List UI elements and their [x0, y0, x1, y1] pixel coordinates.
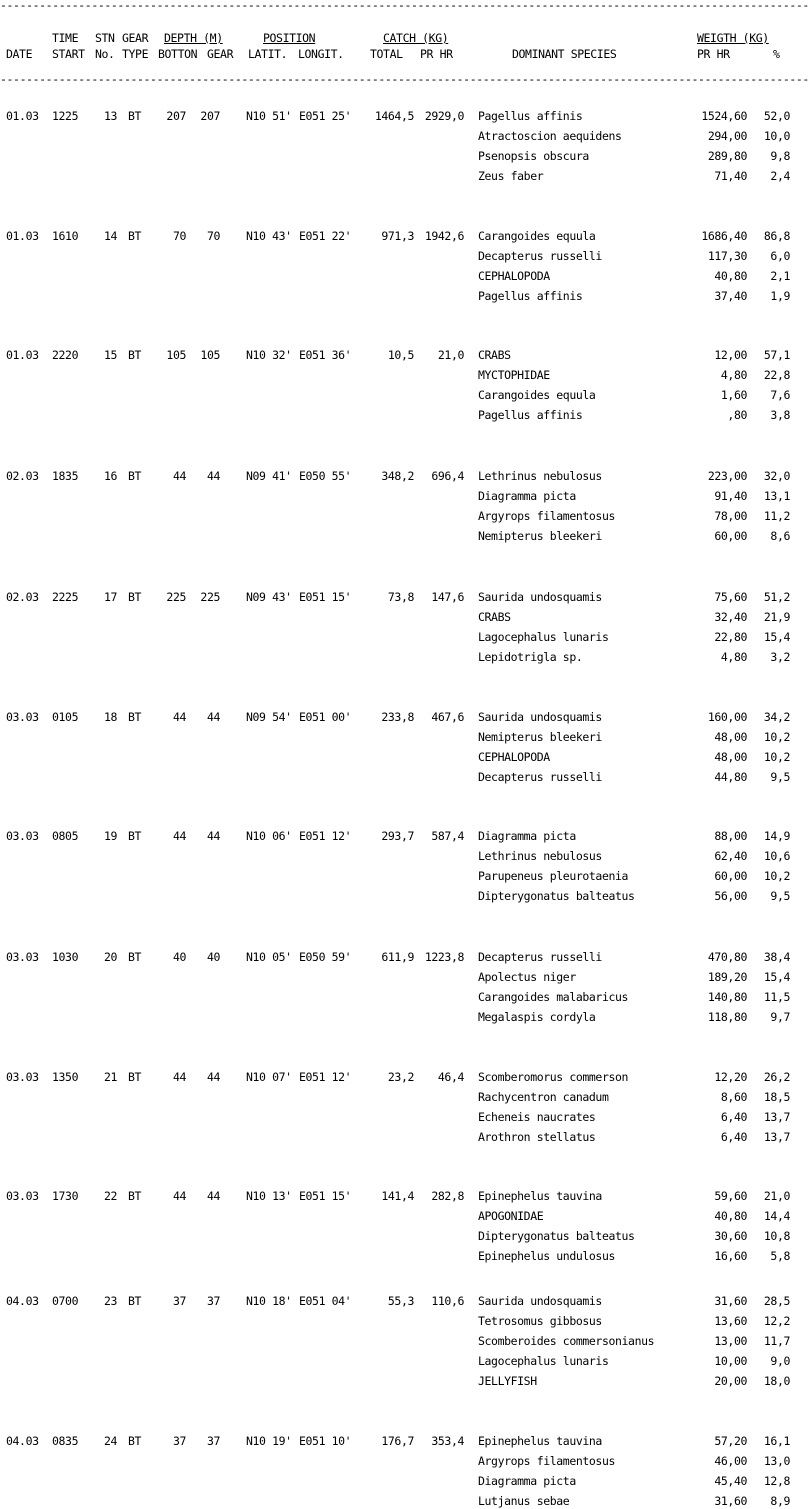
row-latitude: N10 18' — [246, 1294, 292, 1308]
species-weight-per-hour: 71,40 — [714, 169, 747, 183]
row-catch-total: 55,3 — [387, 1294, 414, 1308]
species-weight-per-hour: 30,60 — [714, 1229, 747, 1243]
species-weight-per-hour: 117,30 — [707, 249, 747, 263]
row-catch-total: 23,2 — [387, 1070, 414, 1084]
species-weight-per-hour: 1524,60 — [701, 109, 747, 123]
species-percent: 9,5 — [770, 889, 790, 903]
row-longitude: E051 10' — [299, 1434, 352, 1448]
species-weight-per-hour: 118,80 — [707, 1010, 747, 1024]
row-longitude: E051 15' — [299, 1189, 352, 1203]
row-date: 03.03 — [6, 1189, 39, 1203]
row-catch-per-hour: 21,0 — [437, 348, 464, 362]
row-depth-gear: 37 — [206, 1294, 220, 1308]
species-name: APOGONIDAE — [478, 1209, 544, 1223]
species-name: Pagellus affinis — [478, 289, 583, 303]
header-weight-percent: % — [773, 47, 780, 61]
species-percent: 14,9 — [763, 829, 790, 843]
row-time-start: 1610 — [52, 229, 79, 243]
row-latitude: N10 51' — [246, 109, 292, 123]
species-name: CRABS — [478, 348, 511, 362]
species-weight-per-hour: ,80 — [727, 408, 747, 422]
species-percent: 7,6 — [770, 388, 790, 402]
species-percent: 38,4 — [763, 950, 790, 964]
row-latitude: N10 05' — [246, 950, 292, 964]
species-percent: 34,2 — [763, 710, 790, 724]
row-longitude: E050 59' — [299, 950, 352, 964]
row-time-start: 1030 — [52, 950, 79, 964]
species-name: Epinephelus tauvina — [478, 1434, 602, 1448]
species-name: Zeus faber — [478, 169, 544, 183]
species-weight-per-hour: 223,00 — [707, 469, 747, 483]
row-depth-bottom: 37 — [172, 1434, 186, 1448]
row-gear-type: BT — [128, 590, 142, 604]
species-name: Nemipterus bleekeri — [478, 730, 602, 744]
species-name: Lepidotrigla sp. — [478, 650, 583, 664]
species-weight-per-hour: 294,00 — [707, 129, 747, 143]
species-percent: 9,5 — [770, 770, 790, 784]
header-weight: WEIGTH (KG) — [697, 31, 769, 45]
species-weight-per-hour: 189,20 — [707, 970, 747, 984]
row-station-number: 17 — [103, 590, 117, 604]
row-depth-gear: 40 — [206, 950, 220, 964]
row-depth-gear: 105 — [200, 348, 220, 362]
row-longitude: E051 15' — [299, 590, 352, 604]
row-station-number: 24 — [103, 1434, 117, 1448]
row-depth-bottom: 40 — [172, 950, 186, 964]
row-catch-total: 176,7 — [381, 1434, 414, 1448]
species-weight-per-hour: 6,40 — [720, 1130, 747, 1144]
row-gear-type: BT — [128, 1189, 142, 1203]
row-catch-per-hour: 1223,8 — [424, 950, 464, 964]
species-weight-per-hour: 20,00 — [714, 1374, 747, 1388]
row-depth-gear: 44 — [206, 469, 220, 483]
species-weight-per-hour: 59,60 — [714, 1189, 747, 1203]
row-gear-type: BT — [128, 950, 142, 964]
species-percent: 10,2 — [763, 750, 790, 764]
header-catch: CATCH (KG) — [383, 31, 449, 45]
row-depth-gear: 44 — [206, 710, 220, 724]
header-date: DATE — [6, 47, 33, 61]
species-weight-per-hour: 57,20 — [714, 1434, 747, 1448]
row-catch-per-hour: 696,4 — [431, 469, 464, 483]
row-gear-type: BT — [128, 469, 142, 483]
species-percent: 6,0 — [770, 249, 790, 263]
row-catch-total: 10,5 — [387, 348, 414, 362]
row-gear-type: BT — [128, 829, 142, 843]
row-depth-bottom: 44 — [172, 469, 186, 483]
species-percent: 9,0 — [770, 1354, 790, 1368]
species-weight-per-hour: 12,00 — [714, 348, 747, 362]
species-percent: 13,0 — [763, 1454, 790, 1468]
species-percent: 9,7 — [770, 1010, 790, 1024]
row-gear-type: BT — [128, 348, 142, 362]
row-station-number: 13 — [103, 109, 117, 123]
row-time-start: 0835 — [52, 1434, 79, 1448]
species-weight-per-hour: 140,80 — [707, 990, 747, 1004]
row-date: 03.03 — [6, 829, 39, 843]
species-percent: 21,9 — [763, 610, 790, 624]
species-name: Megalaspis cordyla — [478, 1010, 596, 1024]
species-weight-per-hour: 44,80 — [714, 770, 747, 784]
species-percent: 3,2 — [770, 650, 790, 664]
row-catch-total: 1464,5 — [374, 109, 414, 123]
row-catch-total: 348,2 — [381, 469, 414, 483]
row-time-start: 0805 — [52, 829, 79, 843]
row-catch-per-hour: 282,8 — [431, 1189, 464, 1203]
species-percent: 10,2 — [763, 869, 790, 883]
species-percent: 9,8 — [770, 149, 790, 163]
row-date: 03.03 — [6, 1070, 39, 1084]
row-catch-total: 141,4 — [381, 1189, 414, 1203]
species-weight-per-hour: 13,60 — [714, 1314, 747, 1328]
row-station-number: 23 — [103, 1294, 117, 1308]
row-longitude: E051 12' — [299, 829, 352, 843]
species-percent: 8,9 — [770, 1494, 790, 1508]
row-date: 03.03 — [6, 710, 39, 724]
species-weight-per-hour: 16,60 — [714, 1249, 747, 1263]
species-name: Epinephelus undulosus — [478, 1249, 615, 1263]
species-name: Lethrinus nebulosus — [478, 469, 602, 483]
header-weight-prhr: PR HR — [697, 47, 730, 61]
species-percent: 10,6 — [763, 849, 790, 863]
species-weight-per-hour: 62,40 — [714, 849, 747, 863]
row-station-number: 19 — [103, 829, 117, 843]
species-percent: 5,8 — [770, 1249, 790, 1263]
species-name: Parupeneus pleurotaenia — [478, 869, 629, 883]
species-percent: 15,4 — [763, 970, 790, 984]
species-name: CRABS — [478, 610, 511, 624]
species-name: Diagramma picta — [478, 829, 576, 843]
species-weight-per-hour: 46,00 — [714, 1454, 747, 1468]
row-latitude: N10 07' — [246, 1070, 292, 1084]
species-percent: 10,8 — [763, 1229, 790, 1243]
row-latitude: N10 43' — [246, 229, 292, 243]
species-percent: 3,8 — [770, 408, 790, 422]
species-weight-per-hour: 10,00 — [714, 1354, 747, 1368]
species-percent: 18,5 — [763, 1090, 790, 1104]
species-weight-per-hour: 60,00 — [714, 529, 747, 543]
row-longitude: E051 12' — [299, 1070, 352, 1084]
row-longitude: E050 55' — [299, 469, 352, 483]
species-weight-per-hour: 4,80 — [720, 650, 747, 664]
row-latitude: N10 32' — [246, 348, 292, 362]
row-catch-per-hour: 2929,0 — [424, 109, 464, 123]
header-depth: DEPTH (M) — [164, 31, 223, 45]
row-date: 02.03 — [6, 590, 39, 604]
row-catch-total: 611,9 — [381, 950, 414, 964]
header-longit: LONGIT. — [298, 47, 344, 61]
species-name: Carangoides equula — [478, 229, 596, 243]
species-name: Carangoides malabaricus — [478, 990, 629, 1004]
species-weight-per-hour: 4,80 — [720, 368, 747, 382]
species-percent: 22,8 — [763, 368, 790, 382]
species-percent: 13,7 — [763, 1130, 790, 1144]
species-name: Saurida undosquamis — [478, 710, 602, 724]
species-name: Saurida undosquamis — [478, 590, 602, 604]
row-latitude: N09 43' — [246, 590, 292, 604]
row-station-number: 20 — [103, 950, 117, 964]
row-gear-type: BT — [128, 1434, 142, 1448]
row-depth-bottom: 44 — [172, 1189, 186, 1203]
species-weight-per-hour: 32,40 — [714, 610, 747, 624]
species-weight-per-hour: 56,00 — [714, 889, 747, 903]
species-weight-per-hour: 12,20 — [714, 1070, 747, 1084]
row-date: 01.03 — [6, 109, 39, 123]
row-depth-bottom: 225 — [166, 590, 186, 604]
species-name: Tetrosomus gibbosus — [478, 1314, 602, 1328]
species-name: Lagocephalus lunaris — [478, 630, 609, 644]
species-name: Rachycentron canadum — [478, 1090, 609, 1104]
species-percent: 1,9 — [770, 289, 790, 303]
species-name: Nemipterus bleekeri — [478, 529, 602, 543]
row-gear-type: BT — [128, 1294, 142, 1308]
species-name: Dipterygonatus balteatus — [478, 889, 635, 903]
row-time-start: 0700 — [52, 1294, 79, 1308]
row-depth-bottom: 44 — [172, 710, 186, 724]
header-catch-prhr: PR HR — [420, 47, 453, 61]
row-depth-bottom: 37 — [172, 1294, 186, 1308]
row-time-start: 0105 — [52, 710, 79, 724]
species-weight-per-hour: 470,80 — [707, 950, 747, 964]
species-percent: 57,1 — [763, 348, 790, 362]
species-name: Epinephelus tauvina — [478, 1189, 602, 1203]
row-gear-type: BT — [128, 229, 142, 243]
species-name: CEPHALOPODA — [478, 750, 550, 764]
species-weight-per-hour: 75,60 — [714, 590, 747, 604]
row-latitude: N10 13' — [246, 1189, 292, 1203]
row-depth-bottom: 207 — [166, 109, 186, 123]
species-name: Argyrops filamentosus — [478, 509, 615, 523]
species-name: Atractoscion aequidens — [478, 129, 622, 143]
row-depth-bottom: 44 — [172, 1070, 186, 1084]
species-name: Pagellus affinis — [478, 109, 583, 123]
species-percent: 12,8 — [763, 1474, 790, 1488]
species-percent: 18,0 — [763, 1374, 790, 1388]
row-catch-per-hour: 46,4 — [437, 1070, 464, 1084]
species-name: Diagramma picta — [478, 489, 576, 503]
header-start: START — [52, 47, 85, 61]
species-name: Dipterygonatus balteatus — [478, 1229, 635, 1243]
species-name: CEPHALOPODA — [478, 269, 550, 283]
species-percent: 12,2 — [763, 1314, 790, 1328]
row-latitude: N09 54' — [246, 710, 292, 724]
row-longitude: E051 04' — [299, 1294, 352, 1308]
species-percent: 10,0 — [763, 129, 790, 143]
header-dashed-rule: ---------------------------------------------------------------------------------------------------------------------------- — [0, 72, 809, 86]
species-name: Carangoides equula — [478, 388, 596, 402]
species-weight-per-hour: 78,00 — [714, 509, 747, 523]
species-percent: 21,0 — [763, 1189, 790, 1203]
species-weight-per-hour: 40,80 — [714, 269, 747, 283]
species-name: Lagocephalus lunaris — [478, 1354, 609, 1368]
species-name: Lutjanus sebae — [478, 1494, 570, 1508]
header-gear: GEAR — [122, 31, 149, 45]
species-percent: 52,0 — [763, 109, 790, 123]
species-percent: 8,6 — [770, 529, 790, 543]
row-date: 01.03 — [6, 229, 39, 243]
species-weight-per-hour: 48,00 — [714, 750, 747, 764]
species-name: Scomberomorus commerson — [478, 1070, 629, 1084]
species-name: Echeneis naucrates — [478, 1110, 596, 1124]
row-gear-type: BT — [128, 109, 142, 123]
species-weight-per-hour: 60,00 — [714, 869, 747, 883]
row-depth-gear: 44 — [206, 1070, 220, 1084]
species-weight-per-hour: 289,80 — [707, 149, 747, 163]
row-catch-per-hour: 147,6 — [431, 590, 464, 604]
row-station-number: 14 — [103, 229, 117, 243]
species-weight-per-hour: 91,40 — [714, 489, 747, 503]
header-time: TIME — [52, 31, 79, 45]
species-weight-per-hour: 88,00 — [714, 829, 747, 843]
species-percent: 2,1 — [770, 269, 790, 283]
row-date: 04.03 — [6, 1434, 39, 1448]
species-weight-per-hour: 1686,40 — [701, 229, 747, 243]
species-percent: 16,1 — [763, 1434, 790, 1448]
header-stn: STN — [95, 31, 115, 45]
species-name: Decapterus russelli — [478, 249, 602, 263]
row-latitude: N09 41' — [246, 469, 292, 483]
species-name: Pagellus affinis — [478, 408, 583, 422]
row-latitude: N10 06' — [246, 829, 292, 843]
species-percent: 13,7 — [763, 1110, 790, 1124]
row-gear-type: BT — [128, 710, 142, 724]
row-depth-gear: 225 — [200, 590, 220, 604]
row-longitude: E051 25' — [299, 109, 352, 123]
row-station-number: 22 — [103, 1189, 117, 1203]
header-depth-gear: GEAR — [207, 47, 234, 61]
species-weight-per-hour: 45,40 — [714, 1474, 747, 1488]
species-percent: 11,2 — [763, 509, 790, 523]
row-date: 03.03 — [6, 950, 39, 964]
species-percent: 11,7 — [763, 1334, 790, 1348]
row-depth-gear: 207 — [200, 109, 220, 123]
species-name: MYCTOPHIDAE — [478, 368, 550, 382]
species-weight-per-hour: 31,60 — [714, 1494, 747, 1508]
species-weight-per-hour: 6,40 — [720, 1110, 747, 1124]
row-catch-per-hour: 110,6 — [431, 1294, 464, 1308]
row-latitude: N10 19' — [246, 1434, 292, 1448]
row-gear-type: BT — [128, 1070, 142, 1084]
row-depth-gear: 44 — [206, 829, 220, 843]
row-time-start: 2220 — [52, 348, 79, 362]
species-percent: 10,2 — [763, 730, 790, 744]
species-name: Arothron stellatus — [478, 1130, 596, 1144]
species-weight-per-hour: 37,40 — [714, 289, 747, 303]
row-catch-total: 73,8 — [387, 590, 414, 604]
row-date: 01.03 — [6, 348, 39, 362]
row-longitude: E051 00' — [299, 710, 352, 724]
top-dashed-rule: ---------------------------------------------------------------------------------------------------------------------------- — [0, 0, 809, 12]
row-depth-bottom: 105 — [166, 348, 186, 362]
species-name: Saurida undosquamis — [478, 1294, 602, 1308]
species-name: Psenopsis obscura — [478, 149, 589, 163]
header-latit: LATIT. — [248, 47, 288, 61]
species-name: Argyrops filamentosus — [478, 1454, 615, 1468]
row-catch-per-hour: 1942,6 — [424, 229, 464, 243]
row-time-start: 1835 — [52, 469, 79, 483]
species-percent: 13,1 — [763, 489, 790, 503]
species-percent: 28,5 — [763, 1294, 790, 1308]
row-longitude: E051 22' — [299, 229, 352, 243]
species-weight-per-hour: 13,00 — [714, 1334, 747, 1348]
header-position: POSITION — [263, 31, 316, 45]
species-name: Decapterus russelli — [478, 770, 602, 784]
row-depth-gear: 37 — [206, 1434, 220, 1448]
row-catch-total: 293,7 — [381, 829, 414, 843]
species-name: Apolectus niger — [478, 970, 576, 984]
species-percent: 2,4 — [770, 169, 790, 183]
row-time-start: 1225 — [52, 109, 79, 123]
row-station-number: 21 — [103, 1070, 117, 1084]
header-type: TYPE — [122, 47, 149, 61]
species-weight-per-hour: 48,00 — [714, 730, 747, 744]
species-percent: 14,4 — [763, 1209, 790, 1223]
row-station-number: 16 — [103, 469, 117, 483]
species-name: Diagramma picta — [478, 1474, 576, 1488]
species-weight-per-hour: 8,60 — [720, 1090, 747, 1104]
row-catch-total: 233,8 — [381, 710, 414, 724]
species-name: Decapterus russelli — [478, 950, 602, 964]
species-percent: 32,0 — [763, 469, 790, 483]
header-dominant-species: DOMINANT SPECIES — [512, 47, 617, 61]
species-weight-per-hour: 160,00 — [707, 710, 747, 724]
species-percent: 11,5 — [763, 990, 790, 1004]
species-weight-per-hour: 40,80 — [714, 1209, 747, 1223]
header-no: No. — [95, 47, 115, 61]
row-date: 04.03 — [6, 1294, 39, 1308]
row-longitude: E051 36' — [299, 348, 352, 362]
row-catch-per-hour: 467,6 — [431, 710, 464, 724]
row-catch-per-hour: 353,4 — [431, 1434, 464, 1448]
species-percent: 15,4 — [763, 630, 790, 644]
species-name: Lethrinus nebulosus — [478, 849, 602, 863]
row-time-start: 1350 — [52, 1070, 79, 1084]
species-weight-per-hour: 22,80 — [714, 630, 747, 644]
species-name: JELLYFISH — [478, 1374, 537, 1388]
species-weight-per-hour: 1,60 — [720, 388, 747, 402]
species-percent: 51,2 — [763, 590, 790, 604]
row-depth-bottom: 44 — [172, 829, 186, 843]
header-depth-bottom: BOTTON — [158, 47, 198, 61]
species-percent: 86,8 — [763, 229, 790, 243]
header-total: TOTAL — [370, 47, 403, 61]
row-depth-bottom: 70 — [172, 229, 186, 243]
row-catch-total: 971,3 — [381, 229, 414, 243]
species-weight-per-hour: 31,60 — [714, 1294, 747, 1308]
species-name: Scomberoides commersonianus — [478, 1334, 655, 1348]
row-catch-per-hour: 587,4 — [431, 829, 464, 843]
row-time-start: 2225 — [52, 590, 79, 604]
row-date: 02.03 — [6, 469, 39, 483]
row-depth-gear: 70 — [206, 229, 220, 243]
row-station-number: 18 — [103, 710, 117, 724]
row-depth-gear: 44 — [206, 1189, 220, 1203]
row-station-number: 15 — [103, 348, 117, 362]
species-percent: 26,2 — [763, 1070, 790, 1084]
row-time-start: 1730 — [52, 1189, 79, 1203]
